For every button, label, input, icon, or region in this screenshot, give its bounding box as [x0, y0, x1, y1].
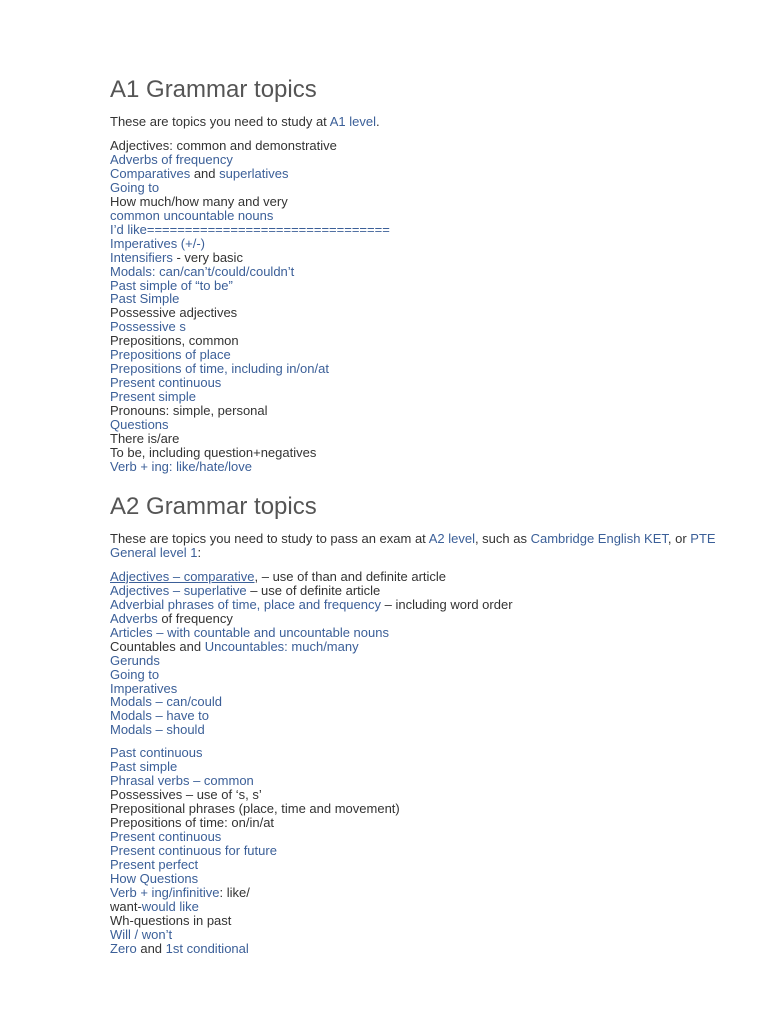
topic-item [110, 446, 728, 460]
topic-text: Countables and [110, 638, 205, 654]
topic-item [110, 223, 728, 237]
topic-item [110, 900, 728, 914]
topic-text: - very basic [172, 249, 243, 265]
topic-link[interactable]: Past simple of “to be” [110, 277, 233, 293]
a1-topic-list [110, 139, 728, 474]
topic-item [110, 872, 728, 886]
topic-item [110, 695, 728, 709]
topic-link[interactable]: Zero [110, 940, 137, 956]
topic-text: , – use of than and definite article [254, 568, 447, 584]
topic-text: – use of definite article [246, 582, 381, 598]
topic-link[interactable]: Present continuous [110, 375, 222, 391]
topic-item [110, 265, 728, 279]
topic-text: Pronouns: simple, personal [110, 403, 268, 419]
topic-link[interactable]: How Questions [110, 870, 199, 886]
topic-link[interactable]: Verb + ing: like/hate/love [110, 458, 253, 474]
topic-link[interactable]: Possessive s [110, 319, 186, 335]
topic-link[interactable]: Present continuous for future [110, 842, 277, 858]
topic-link[interactable]: Modals – should [110, 722, 205, 738]
topic-link[interactable]: Adjectives – superlative [110, 582, 247, 598]
topic-link[interactable]: 1st conditional [165, 940, 249, 956]
topic-link[interactable]: Imperatives [110, 680, 178, 696]
topic-item [110, 598, 728, 612]
a2-intro-link[interactable]: Cambridge English KET [530, 530, 668, 546]
topic-item [110, 279, 728, 293]
topic-link[interactable]: Gerunds [110, 652, 160, 668]
topic-link[interactable]: Questions [110, 417, 169, 433]
a2-topic-list-2 [110, 746, 728, 955]
topic-link[interactable]: Prepositions of time, including in/on/at [110, 361, 329, 377]
a2-intro-text: These are topics you need to study to pass an exam at [110, 530, 429, 546]
topic-link[interactable]: Modals – can/could [110, 694, 223, 710]
topic-text: – including word order [381, 596, 513, 612]
topic-text: How much/how many and very [110, 193, 288, 209]
topic-link[interactable]: Phrasal verbs – common [110, 773, 254, 789]
topic-item [110, 418, 728, 432]
topic-item [110, 654, 728, 668]
topic-item [110, 348, 728, 362]
topic-item [110, 746, 728, 760]
topic-link[interactable]: Past continuous [110, 745, 203, 761]
topic-link[interactable]: Adverbs [110, 610, 158, 626]
topic-item [110, 626, 728, 640]
topic-text: Wh-questions in past [110, 912, 232, 928]
topic-item [110, 195, 728, 209]
topic-link[interactable]: Present simple [110, 389, 196, 405]
a2-intro-text: , or [667, 530, 691, 546]
a1-heading: A1 Grammar topics [110, 76, 317, 103]
topic-item [110, 942, 728, 956]
topic-link[interactable]: would like [141, 898, 199, 914]
topic-text: and [190, 165, 220, 181]
a2-topic-list-1 [110, 570, 728, 737]
topic-link[interactable]: Going to [110, 179, 160, 195]
topic-item [110, 816, 728, 830]
a2-heading: A2 Grammar topics [110, 492, 317, 520]
topic-item [110, 376, 728, 390]
topic-item [110, 858, 728, 872]
topic-link[interactable]: I’d like================================ [110, 221, 390, 237]
topic-item [110, 390, 728, 404]
topic-item [110, 612, 728, 626]
topic-item [110, 460, 728, 474]
topic-item [110, 404, 728, 418]
topic-item [110, 709, 728, 723]
topic-link[interactable]: superlatives [219, 165, 289, 181]
topic-link[interactable]: Will / won’t [110, 926, 173, 942]
topic-link[interactable]: Imperatives (+/-) [110, 235, 205, 251]
topic-text: To be, including question+negatives [110, 444, 317, 460]
a1-intro-end: . [375, 114, 380, 129]
topic-link[interactable]: Adjectives – comparative [110, 568, 255, 584]
topic-link[interactable]: Modals: can/can’t/could/couldn’t [110, 263, 295, 279]
a2-intro-text: : [197, 544, 202, 560]
topic-link[interactable]: Present perfect [110, 856, 199, 872]
a1-intro [110, 115, 728, 129]
topic-item [110, 320, 728, 334]
topic-text: want- [110, 898, 142, 914]
topic-text: Adjectives: common and demonstrative [110, 138, 337, 153]
topic-item [110, 292, 728, 306]
topic-item [110, 334, 728, 348]
topic-item [110, 362, 728, 376]
topic-item [110, 668, 728, 682]
topic-text: Possessive adjectives [110, 305, 238, 321]
topic-item [110, 181, 728, 195]
topic-item [110, 802, 728, 816]
topic-text: : like/ [219, 884, 250, 900]
a2-intro [110, 532, 728, 560]
topic-item [110, 153, 728, 167]
topic-text: Prepositional phrases (place, time and movement) [110, 801, 400, 817]
a2-section [110, 491, 728, 956]
topic-link[interactable]: Comparatives [110, 165, 191, 181]
topic-text: and [136, 940, 166, 956]
a2-intro-text: , such as [474, 530, 531, 546]
topic-text: Prepositions, common [110, 333, 239, 349]
topic-link[interactable]: Prepositions of place [110, 347, 231, 363]
topic-item [110, 682, 728, 696]
a2-intro-link[interactable]: General level 1 [110, 544, 198, 560]
topic-text: Prepositions of time: on/in/at [110, 815, 275, 831]
topic-item [110, 844, 728, 858]
topic-link[interactable]: Verb + ing/infinitive [110, 884, 220, 900]
topic-item [110, 760, 728, 774]
topic-item [110, 886, 728, 900]
a1-intro-text: These are topics you need to study at [110, 114, 330, 129]
topic-link[interactable]: Going to [110, 666, 160, 682]
topic-link[interactable]: Articles – with countable and uncountable nouns [110, 624, 389, 640]
topic-item [110, 570, 728, 584]
a2-intro-link[interactable]: A2 level [428, 530, 475, 546]
topic-item [110, 914, 728, 928]
topic-item [110, 251, 728, 265]
a1-level-link[interactable]: A1 level [329, 114, 376, 129]
topic-link[interactable]: Adverbial phrases of time, place and frequency [110, 596, 381, 612]
topic-link[interactable]: Adverbs of frequency [110, 151, 233, 167]
topic-item [110, 306, 728, 320]
topic-text: There is/are [110, 431, 180, 447]
topic-text: Possessives – use of ‘s, s’ [110, 787, 262, 803]
topic-item [110, 774, 728, 788]
topic-item [110, 830, 728, 844]
topic-link[interactable]: common uncountable nouns [110, 207, 274, 223]
topic-item [110, 167, 728, 181]
topic-item [110, 432, 728, 446]
a2-intro-link[interactable]: PTE [690, 530, 716, 546]
topic-link[interactable]: Uncountables: much/many [204, 638, 359, 654]
topic-link[interactable]: Past simple [110, 759, 178, 775]
topic-item [110, 640, 728, 654]
topic-link[interactable]: Present continuous [110, 829, 222, 845]
topic-item [110, 237, 728, 251]
topic-link[interactable]: Past Simple [110, 291, 180, 307]
topic-item [110, 788, 728, 802]
topic-item [110, 723, 728, 737]
topic-item [110, 584, 728, 598]
topic-item [110, 928, 728, 942]
topic-link[interactable]: Modals – have to [110, 708, 210, 724]
topic-link[interactable]: Intensifiers [110, 249, 173, 265]
topic-item [110, 209, 728, 223]
topic-text: of frequency [157, 610, 233, 626]
a1-section [110, 74, 728, 474]
topic-item [110, 139, 728, 153]
